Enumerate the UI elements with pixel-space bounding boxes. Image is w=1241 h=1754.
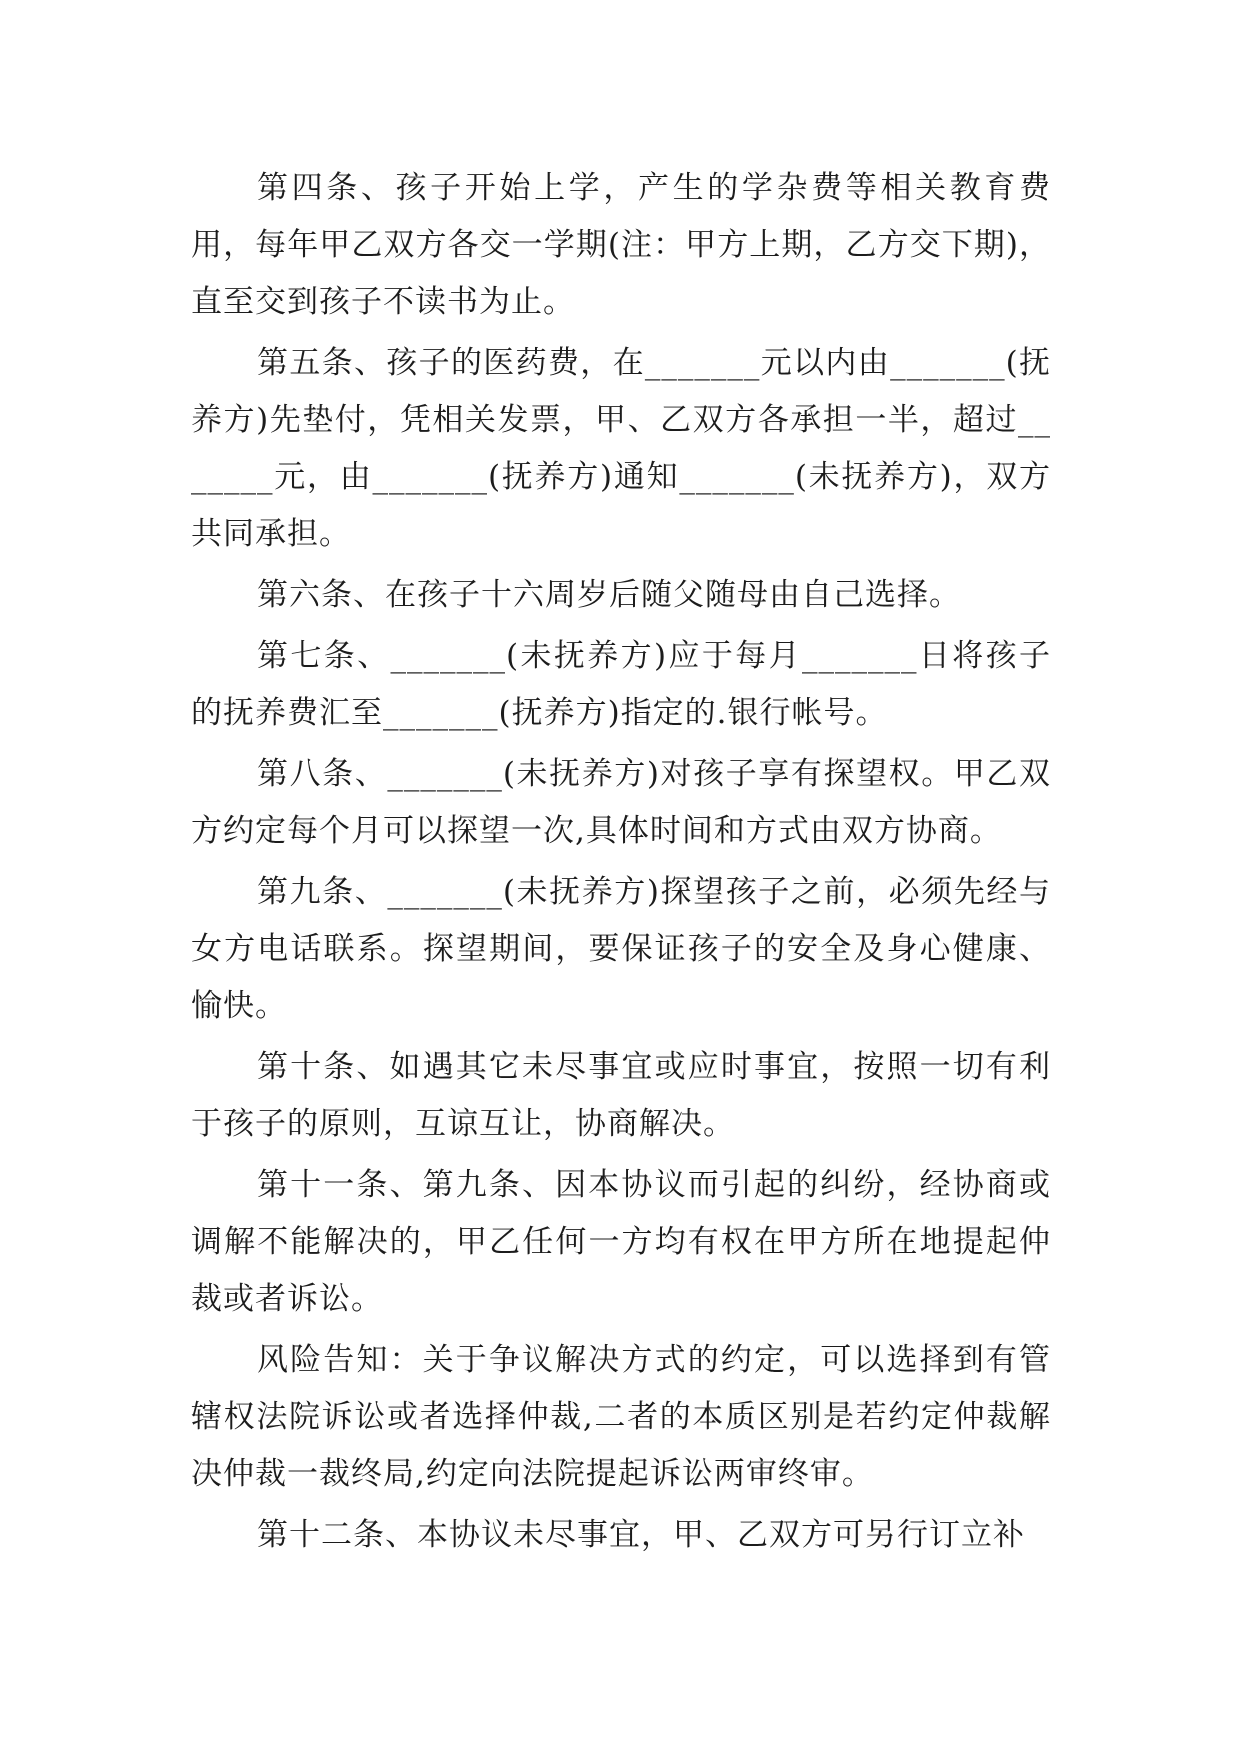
article-7-paragraph: 第七条、_______(未抚养方)应于每月_______日将孩子的抚养费汇至_______(抚养方)指定的.银行帐号。	[191, 638, 1051, 731]
risk-notice-paragraph: 风险告知：关于争议解决方式的约定，可以选择到有管辖权法院诉讼或者选择仲裁,二者的本质区别是若约定仲裁解决仲裁一裁终局,约定向法院提起诉讼两审终审。	[191, 1342, 1051, 1492]
article-12-paragraph: 第十二条、本协议未尽事宜，甲、乙双方可另行订立补	[257, 1517, 1025, 1553]
article-6-paragraph: 第六条、在孩子十六周岁后随父随母由自己选择。	[257, 577, 961, 613]
article-10-paragraph: 第十条、如遇其它未尽事宜或应时事宜，按照一切有利于孩子的原则，互谅互让，协商解决。	[191, 1049, 1051, 1142]
article-5-paragraph: 第五条、孩子的医药费，在_______元以内由_______(抚养方)先垫付，凭相关发票，甲、乙双方各承担一半，超过_______元，由_______(抚养方)通知_______(未抚养方)，双方共同承担。	[191, 345, 1051, 552]
article-11-paragraph: 第十一条、第九条、因本协议而引起的纠纷，经协商或调解不能解决的，甲乙任何一方均有权在甲方所在地提起仲裁或者诉讼。	[191, 1167, 1051, 1317]
article-4-paragraph: 第四条、孩子开始上学，产生的学杂费等相关教育费用，每年甲乙双方各交一学期(注：甲方上期，乙方交下期)，直至交到孩子不读书为止。	[191, 170, 1051, 320]
article-8-paragraph: 第八条、_______(未抚养方)对孩子享有探望权。甲乙双方约定每个月可以探望一次,具体时间和方式由双方协商。	[191, 756, 1051, 849]
article-9-paragraph: 第九条、_______(未抚养方)探望孩子之前，必须先经与女方电话联系。探望期间，要保证孩子的安全及身心健康、愉快。	[191, 874, 1051, 1024]
document-body	[191, 160, 1051, 1568]
